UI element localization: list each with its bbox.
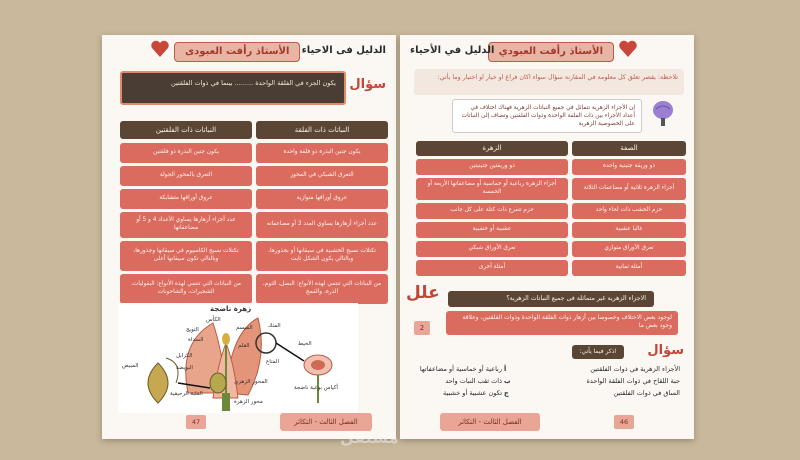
diagram-label: المحور الزهري bbox=[234, 379, 268, 385]
diagram-label: محور الزهرة bbox=[234, 399, 263, 405]
table-cell: تعرق الأوراق متوازي bbox=[572, 241, 686, 257]
table-cell: أجزاء الزهرة ثلاثية أو مضاعفات الثلاثة bbox=[572, 178, 686, 200]
diagram-label: السداة bbox=[188, 337, 204, 343]
match-item-right: رباعية أو خماسية أو مضاعفاتها bbox=[419, 365, 502, 373]
teacher-badge: الأستاذ رأفت العبودى bbox=[174, 42, 300, 62]
table-cell: التعرق بالمحور الجولة bbox=[120, 166, 252, 186]
diagram-label: أكياس بوغية ناضجة bbox=[294, 385, 338, 391]
header-title: الدليل في الأحياء bbox=[410, 45, 495, 56]
table-cell: غالبا عشبية bbox=[572, 222, 686, 238]
match-letter: ب bbox=[504, 377, 511, 385]
table-cell: من النباتات التي تنتمي لهذه الأنواع: البقوليات، الشجيرات، والشاحونات bbox=[120, 274, 252, 304]
diagram-label: القلم bbox=[238, 343, 250, 349]
match-item-left: الأجزاء الزهرية في ذوات الفلقتين bbox=[590, 365, 680, 373]
info-note: إن الأجزاء الزهرية تتماثل في جميع النباتات الزهرية فهناك اختلاف في أعداد الأجزاء بين ذات الفلقة الواحدة وذوات الفلقتين وتضاف إلى النباتات على الخصوصية الزهرية bbox=[452, 99, 642, 133]
chapter-footer: الفصل الثالث - التكاثر bbox=[280, 413, 372, 431]
page-number: 47 bbox=[186, 415, 206, 429]
match-item-right: تكون عشبية أو خشبية bbox=[443, 389, 502, 397]
table-cell: عشبية أو خشبية bbox=[416, 222, 568, 238]
table-header: النباتات ذات الفلقة bbox=[256, 121, 388, 139]
instruction-label: اذكر فيما يأتي: bbox=[572, 345, 625, 359]
table-cell: أجزاء الزهرة رباعية أو خماسية أو مضاعفاتها الأربعة أو الخمسة bbox=[416, 178, 568, 200]
table-cell: أمثلة أخرى bbox=[416, 260, 568, 276]
heart-icon bbox=[618, 40, 638, 58]
table-cell: يكون جنين البذرة ذو فلقتين bbox=[120, 143, 252, 163]
table-cell: أمثلة ثمانية bbox=[572, 260, 686, 276]
table-header: الزهرة bbox=[416, 141, 568, 156]
table-header: الصفة bbox=[572, 141, 686, 156]
match-item-left: حبة اللقاح في ذوات الفلقة الواحدة bbox=[586, 377, 680, 385]
table-cell: تعرق الأوراق شبكي bbox=[416, 241, 568, 257]
table-header: النباتات ذات الفلقتين bbox=[120, 121, 252, 139]
number-badge: 2 bbox=[414, 321, 430, 335]
flower-illustration bbox=[118, 303, 358, 413]
match-item-right: ذات ثقب النبات واحد bbox=[445, 377, 502, 385]
match-item-left: الساق في ذوات الفلقتين bbox=[613, 389, 680, 397]
question-heading: سؤال bbox=[647, 343, 684, 358]
diagram-label: الكرابل bbox=[176, 353, 193, 359]
page-number: 46 bbox=[614, 415, 634, 429]
table-cell: ذو وريقة جنينية واحدة bbox=[572, 159, 686, 175]
eelal-answer: لوجود بعض الاختلاف وخصوصا بين أزهار ذوات الفلقة الواحدة وذوات الفلقتين، وعلاقة وجود بعض ما bbox=[446, 311, 678, 335]
header-title: الدليل فى الاحياء bbox=[301, 45, 386, 56]
diagram-title: زهرة ناضجة bbox=[210, 305, 252, 313]
match-letter: أ bbox=[504, 365, 507, 373]
question-box: يكون الجزء في الفلقة الواحدة ......... بينما في ذوات الفلقتين bbox=[120, 71, 346, 105]
diagram-label: المتاع bbox=[266, 359, 280, 365]
table-cell: عدد أجزاء أزهارها يساوي الأعداد 4 و 5 أو مضاعفاتها bbox=[120, 212, 252, 238]
table-cell: التعرق الشبكي في المحور bbox=[256, 166, 388, 186]
table-cell: يكون جنين البذرة ذو فلقة واحدة bbox=[256, 143, 388, 163]
diagram-label: البويضة bbox=[176, 365, 193, 371]
table-cell: حزم تتفرع ذات كتلة على كل جانب bbox=[416, 203, 568, 219]
table-cell: من النباتات التي تنتمي لهذه الأنواع: البصل، الثوم، الذرة، والقمح bbox=[256, 274, 388, 304]
table-cell: عدد أجزاء أزهارها يساوي العدد 3 أو مضاعفاته bbox=[256, 212, 388, 238]
diagram-label: المتك bbox=[268, 323, 281, 329]
table-cell: تكتلات نسيج الكامبيوم في سيقانها وجذورها، وبالتالي تكون سيقانها أعلى bbox=[120, 241, 252, 271]
chapter-footer: الفصل الثالث - التكاثر bbox=[440, 413, 540, 431]
page-header bbox=[106, 39, 392, 61]
table-cell: عروق أوراقها متشابكة bbox=[120, 189, 252, 209]
eelal-heading: علل bbox=[406, 283, 440, 303]
flower-diagram bbox=[118, 303, 358, 413]
heart-icon bbox=[150, 40, 170, 58]
intro-note: تلاحظة: يقصر تعلق كل معلومة في المقارنة سؤال سواء اكان فراغ او خيار او اختيار وما يأتي: bbox=[414, 69, 684, 95]
eelal-question: الاجزاء الزهرية غير متماثلة فى جميع النباتات الزهرية؟ bbox=[448, 291, 654, 307]
match-letter: ج bbox=[504, 389, 509, 397]
diagram-label: الميسم bbox=[236, 325, 253, 331]
teacher-badge: الأستاذ رأفت العبودي bbox=[488, 42, 614, 62]
diagram-label: الكأس bbox=[206, 317, 221, 323]
left-page bbox=[102, 35, 396, 439]
diagram-label: المبيض bbox=[122, 363, 139, 369]
page-header bbox=[404, 39, 690, 61]
table-cell: ذو وريقتين جنينيتين bbox=[416, 159, 568, 175]
table-cell: حزم الخشب ذات لحاء واحد bbox=[572, 203, 686, 219]
watermark: مستقل bbox=[340, 428, 399, 447]
diagram-label: العلبة الرحيقية bbox=[170, 391, 203, 397]
question-heading: سؤال bbox=[349, 77, 386, 92]
brain-icon bbox=[650, 99, 676, 129]
table-cell: تكتلات نسيج الخشبية في سيقانها أو بجذورها، وبالتالي يكون الشكل ثابت bbox=[256, 241, 388, 271]
diagram-label: التويج bbox=[186, 327, 199, 333]
diagram-label: الخيط bbox=[298, 341, 312, 347]
table-cell: عروق أوراقها متوازية bbox=[256, 189, 388, 209]
right-page bbox=[400, 35, 694, 439]
